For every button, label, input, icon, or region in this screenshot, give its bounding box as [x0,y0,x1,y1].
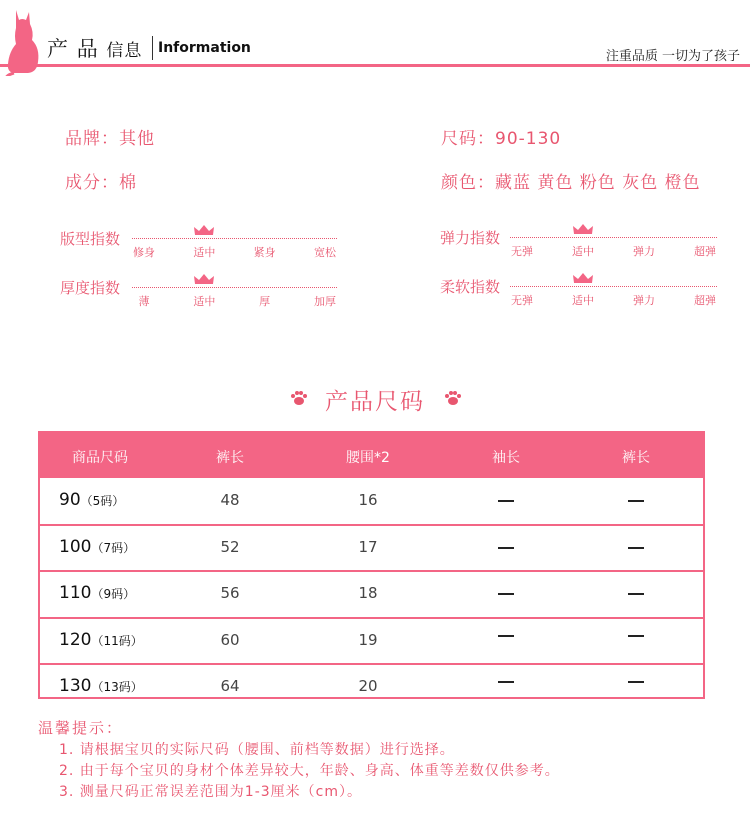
cell-size: 110（9码） [59,583,136,603]
cell-waist: 16 [358,491,378,509]
index-option: 适中 [193,295,216,308]
cell-size: 100（7码） [59,536,136,557]
material-info: 成分：棉 [65,173,137,193]
index-option: 适中 [572,294,594,307]
table-row [40,525,703,572]
cell-waist: 18 [358,584,378,602]
index-option: 超弹 [694,245,716,258]
index-label: 柔软指数 [440,278,501,296]
cell-sleeve-empty [498,593,514,595]
cell-size: 120（11码） [59,629,143,650]
cell-sleeve-empty [498,635,514,637]
size-table [38,431,705,699]
index-option: 宽松 [314,246,336,259]
brand-info: 品牌：其他 [65,129,155,149]
index-option: 弹力 [633,294,655,307]
cell-size: 130（13码） [59,676,143,696]
colors-info: 颜色：藏蓝 黄色 粉色 灰色 橙色 [441,173,701,193]
cell-length: 48 [220,491,240,509]
cell-pants-empty [628,547,644,549]
index-option: 弹力 [633,245,655,258]
note-item: 1. 请根据宝贝的实际尺码（腰围、前档等数据）进行选择。 [59,742,455,758]
cell-pants-empty [628,635,644,637]
cell-size: 90（5码） [59,490,125,510]
table-header [40,433,703,478]
cell-sleeve-empty [498,547,514,549]
size-range-info: 尺码：90-130 [441,129,562,149]
slogan: 注重品质 一切为了孩子 [605,49,740,64]
size-section-title: 产品尺码 [325,389,425,415]
note-item: 3. 测量尺码正常误差范围为1-3厘米（cm）。 [59,784,363,800]
table-row [40,478,703,525]
cell-pants-empty [628,681,644,683]
crown-marker-icon [572,272,594,284]
index-option: 紧身 [253,246,276,259]
cell-waist: 17 [358,537,378,556]
index-option: 厚 [259,295,271,308]
header-pants-length: 裤长 [216,450,244,466]
header-divider [152,36,153,60]
cell-sleeve-empty [498,500,514,502]
table-row [40,618,703,665]
index-option: 超弹 [694,294,716,307]
table-row [40,571,703,618]
page-subtitle: Information [158,40,251,56]
cell-waist: 20 [358,677,378,695]
index-option: 适中 [193,246,216,259]
index-option: 无弹 [511,294,533,307]
index-label: 厚度指数 [60,279,121,297]
index-scale-line [132,287,337,288]
table-row [40,664,703,711]
crown-marker-icon [193,273,215,285]
crown-marker-icon [572,223,594,235]
index-scale-line [510,237,717,238]
cell-pants-empty [628,500,644,502]
note-item: 2. 由于每个宝贝的身材个体差异较大，年龄、身高、体重等差数仅供参考。 [59,763,560,779]
index-option: 无弹 [511,245,533,258]
index-scale-line [132,238,337,239]
index-label: 弹力指数 [440,229,501,247]
cell-length: 52 [220,537,240,556]
index-scale-line [510,286,717,287]
header-underline [0,64,750,67]
cell-sleeve-empty [498,681,514,683]
notes-title: 温馨提示： [38,719,124,737]
header-pants-length-2: 裤长 [622,450,650,466]
cell-length: 64 [220,677,240,695]
index-label: 版型指数 [60,230,121,248]
cell-length: 60 [220,630,240,649]
header-sleeve: 袖长 [492,450,520,466]
crown-marker-icon [193,224,215,236]
paw-icon-right [443,388,463,408]
page-title: 产 品 信息 [47,37,143,61]
header-size: 商品尺码 [72,450,128,466]
index-option: 加厚 [314,295,336,308]
header-waist: 腰围*2 [346,450,390,466]
index-option: 薄 [138,295,150,308]
index-option: 修身 [133,246,155,259]
cell-waist: 19 [358,630,378,649]
cell-pants-empty [628,593,644,595]
cell-length: 56 [220,584,240,602]
index-option: 适中 [572,245,594,258]
